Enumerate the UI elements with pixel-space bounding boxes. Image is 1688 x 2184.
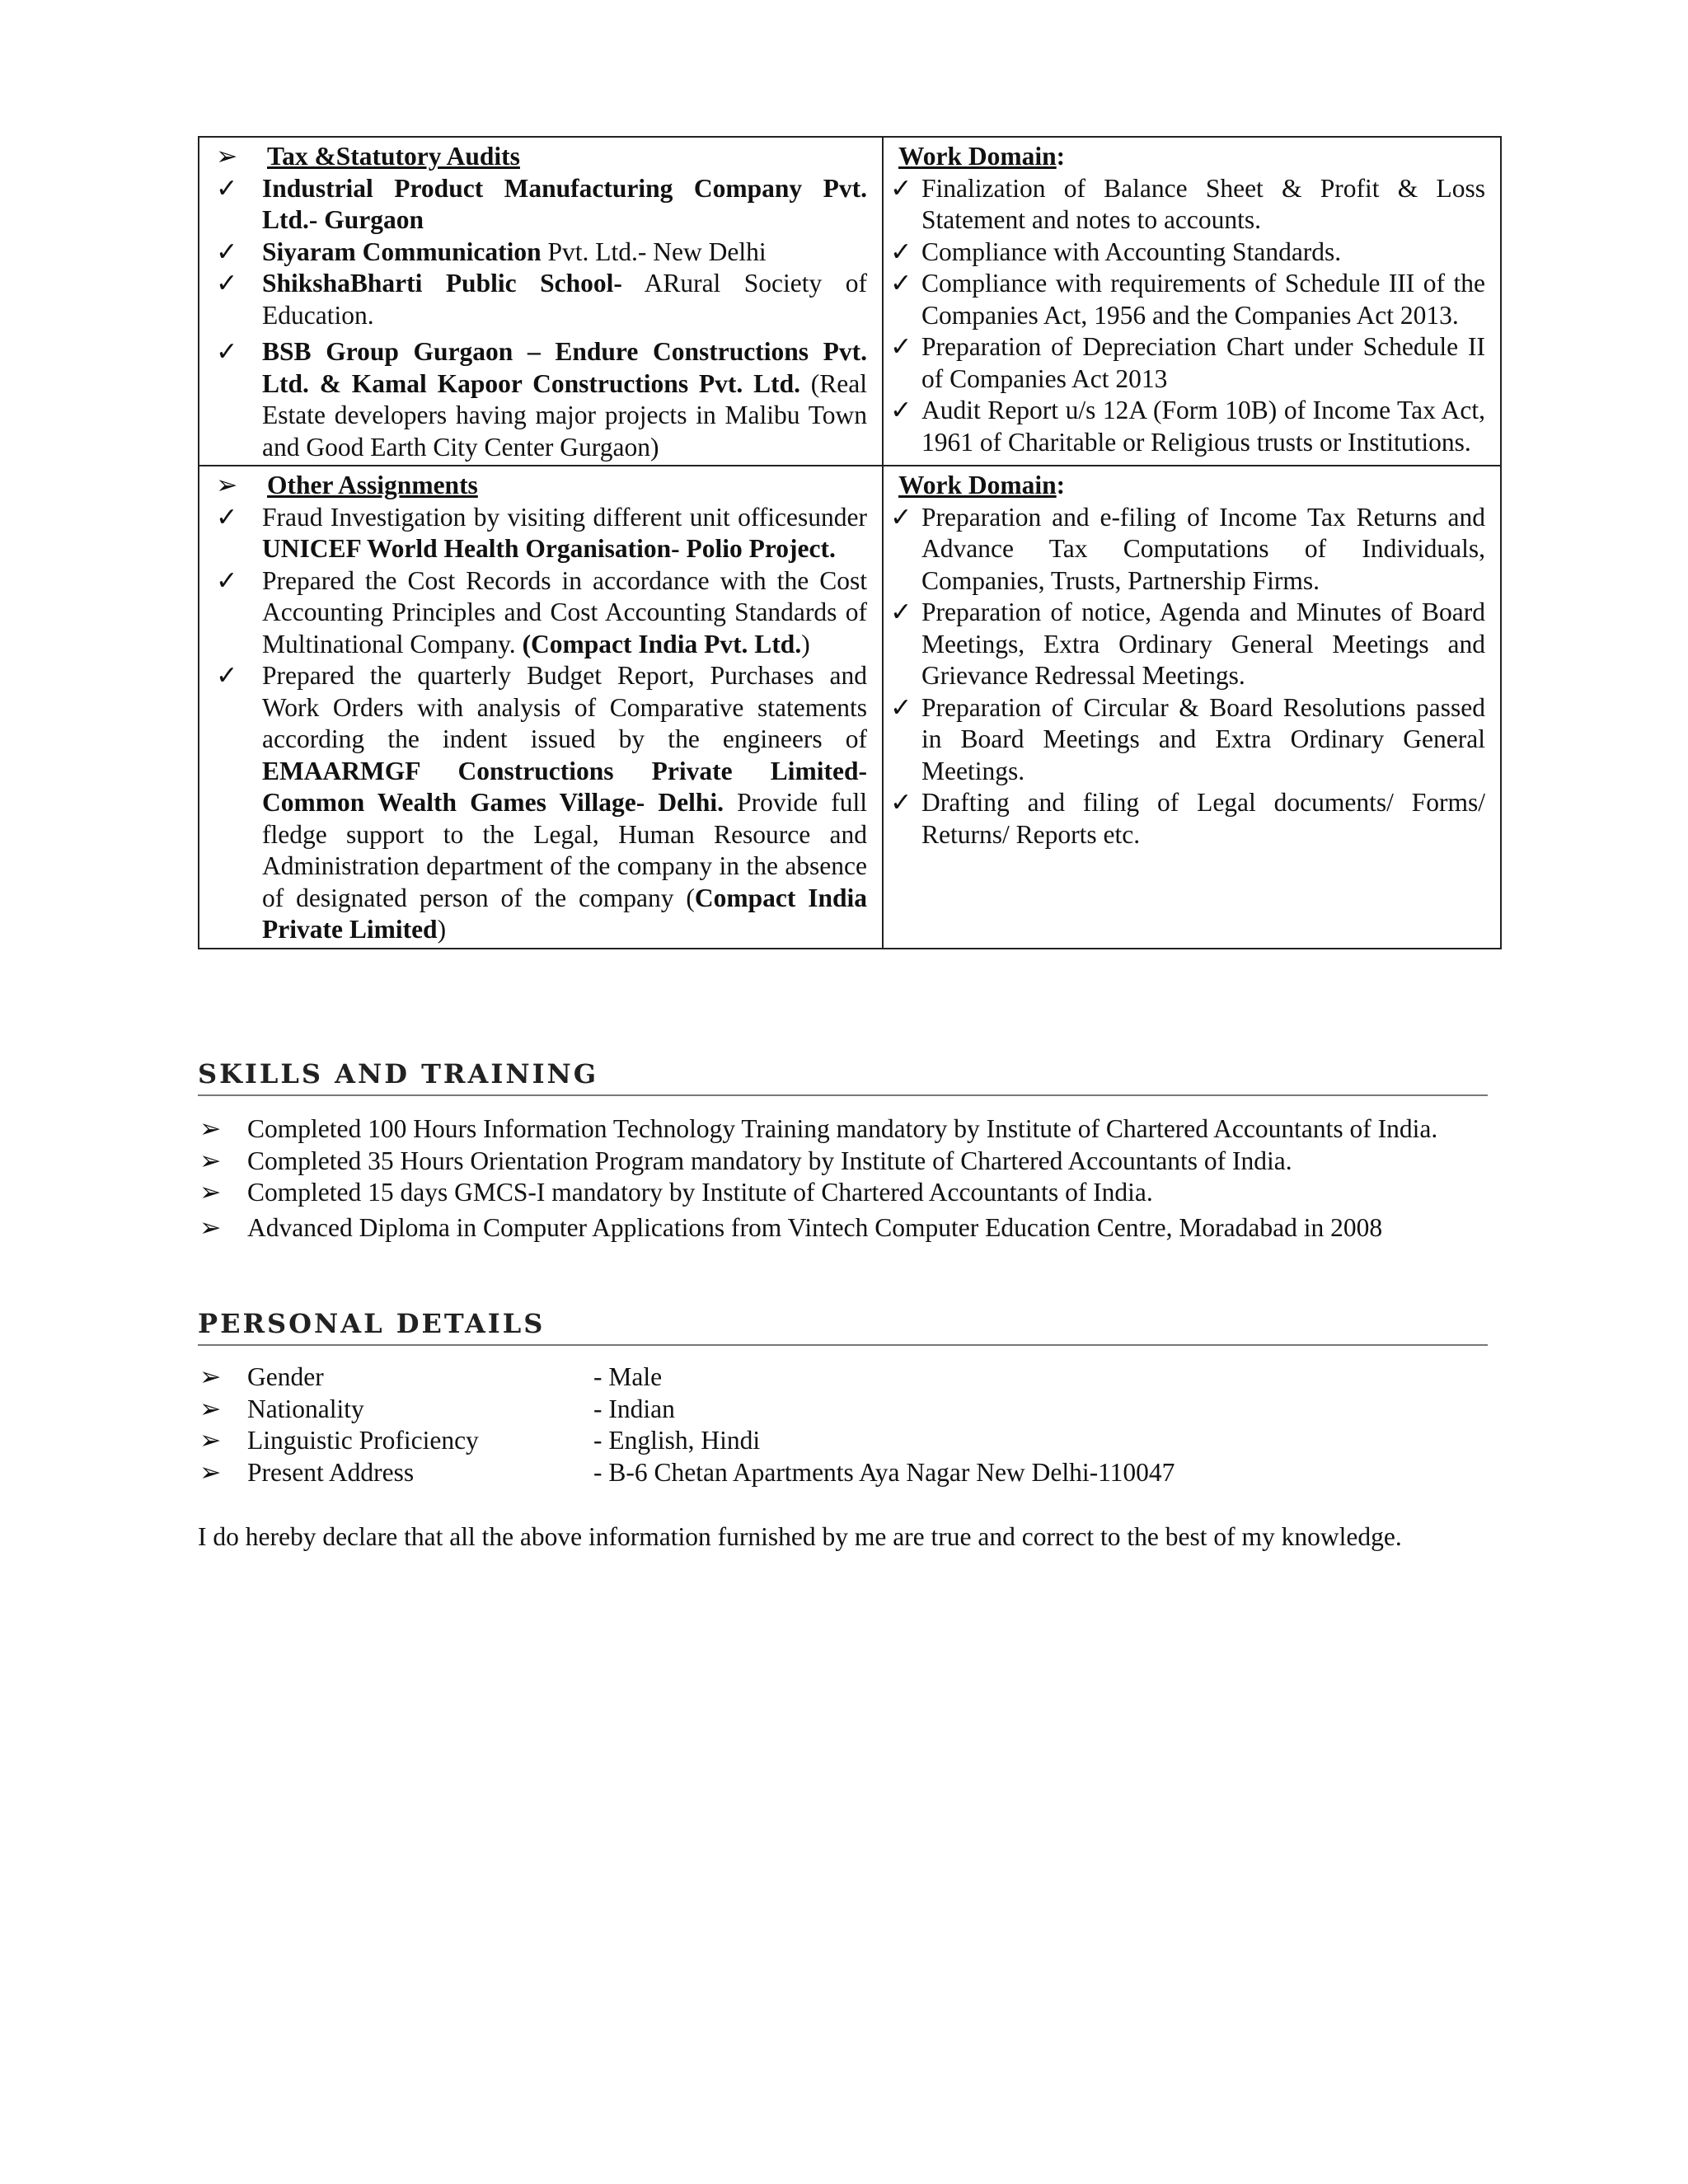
list-item: ✓ Audit Report u/s 12A (Form 10B) of Income Tax Act, 1961 of Charitable or Religious trusts or Institutions. [890, 396, 1485, 457]
list-item: ➢ Advanced Diploma in Computer Applications from Vintech Computer Education Centre, Moradabad in 2008 [198, 1212, 1484, 1244]
client-name: Siyaram Communication [262, 237, 542, 266]
arrow-bullet-icon: ➢ [199, 1114, 222, 1143]
personal-row [198, 1457, 1484, 1489]
detail-label: Gender [247, 1362, 324, 1391]
personal-details-list [198, 1361, 1484, 1488]
check-icon: ✓ [890, 598, 912, 626]
list-item: ✓ Compliance with Accounting Standards. [890, 237, 1485, 269]
list-item: ✓ Preparation and e-filing of Income Tax Returns and Advance Tax Computations of Individuals, Companies, Trusts, Partnership Firms. [890, 502, 1485, 595]
check-icon: ✓ [216, 237, 238, 266]
list-item: ✓ Preparation of notice, Agenda and Minutes of Board Meetings, Extra Ordinary General Meetings and Grievance Redressal Meetings. [890, 598, 1485, 690]
list-item: ✓ Finalization of Balance Sheet & Profit & Loss Statement and notes to accounts. [890, 173, 1485, 234]
check-icon: ✓ [216, 337, 238, 366]
check-icon: ✓ [890, 502, 912, 532]
check-icon: ✓ [890, 269, 912, 298]
list-item: ➢ Completed 15 days GMCS-I mandatory by Institute of Chartered Accountants of India. [198, 1177, 1484, 1209]
detail-label: Linguistic Proficiency [247, 1426, 479, 1455]
arrow-bullet-icon: ➢ [199, 1394, 222, 1423]
arrow-bullet-icon: ➢ [199, 1178, 222, 1207]
detail-value: - B-6 Chetan Apartments Aya Nagar New Delhi-110047 [593, 1457, 1175, 1487]
check-icon: ✓ [890, 396, 912, 424]
list-item [211, 268, 867, 331]
client-detail: Pvt. Ltd.- New Delhi [541, 237, 767, 266]
check-icon: ✓ [216, 565, 238, 595]
arrow-bullet-icon: ➢ [216, 471, 238, 499]
arrow-bullet-icon: ➢ [199, 1426, 222, 1455]
audits-title: Tax &Statutory Audits [267, 142, 520, 171]
experience-table [198, 136, 1502, 949]
arrow-bullet-icon: ➢ [199, 1212, 222, 1242]
client-name: Industrial Product Manufacturing Company Pvt. Ltd.- Gurgaon [262, 173, 867, 234]
personal-heading: PERSONAL DETAILS [198, 1308, 1488, 1346]
skills-heading: SKILLS AND TRAINING [198, 1058, 1488, 1096]
detail-label: Nationality [247, 1394, 364, 1423]
work-domain-cell [883, 137, 1501, 466]
list-item: ✓ Preparation of Depreciation Chart under Schedule II of Companies Act 2013 [890, 332, 1485, 393]
personal-row [198, 1394, 1484, 1426]
check-icon: ✓ [216, 269, 238, 298]
list-item [211, 173, 867, 237]
personal-row [198, 1361, 1484, 1394]
audits-cell [199, 137, 883, 466]
client-detail: (Real Estate developers having major projects in Malibu Town and Good Earth City Center Gurgaon) [262, 368, 867, 462]
list-item [211, 336, 867, 463]
client-name: ShikshaBharti Public School- [262, 269, 622, 298]
check-icon: ✓ [890, 173, 912, 203]
assignments-cell [199, 466, 883, 949]
work-domain-title: Work Domain: [898, 471, 1066, 499]
table-row [199, 137, 1501, 466]
arrow-bullet-icon: ➢ [199, 1146, 222, 1175]
client-detail: ARural Society of Education. [262, 269, 867, 330]
list-item: ✓ Prepared the quarterly Budget Report, Purchases and Work Orders with analysis of Comparative statements according the indent issued by the engineers of EMAARMGF Constructions Private Limited- Common Wealth Games Village- Delhi. Provide full fledge support to the Legal, Human Resource and Administration department of the company in the absence of designated person of the company (Compact India Private Limited) [211, 660, 867, 946]
list-item: ✓ Compliance with requirements of Schedule III of the Companies Act, 1956 and the Companies Act 2013. [890, 269, 1485, 330]
personal-row [198, 1425, 1484, 1457]
skills-list [198, 1113, 1484, 1244]
detail-value: - Male [593, 1362, 663, 1391]
check-icon: ✓ [890, 332, 912, 361]
list-item: ✓ Prepared the Cost Records in accordance with the Cost Accounting Principles and Cost Accounting Standards of Multinational Company. (Compact India Pvt. Ltd.) [211, 565, 867, 661]
group-title [211, 470, 867, 502]
work-domain-cell [883, 466, 1501, 949]
table-row [199, 466, 1501, 949]
list-item: ➢ Completed 35 Hours Orientation Program mandatory by Institute of Chartered Accountants of India. [198, 1146, 1484, 1178]
client-name: BSB Group Gurgaon – Endure Constructions Pvt. Ltd. & Kamal Kapoor Constructions Pvt. Ltd. [262, 337, 867, 398]
list-item: ✓ Preparation of Circular & Board Resolutions passed in Board Meetings and Extra Ordinary General Meetings. [890, 692, 1485, 785]
work-domain-title: Work Domain: [898, 142, 1066, 171]
group-title [211, 141, 867, 173]
list-item [211, 237, 867, 269]
check-icon: ✓ [890, 788, 912, 817]
detail-value: - English, Hindi [593, 1426, 761, 1455]
list-item: ✓ Drafting and filing of Legal documents/ Forms/ Returns/ Reports etc. [890, 788, 1485, 849]
check-icon: ✓ [216, 173, 238, 203]
check-icon: ✓ [216, 661, 238, 690]
declaration-text: I do hereby declare that all the above information furnished by me are true and correct to the best of my knowledge. [198, 1522, 1402, 1551]
check-icon: ✓ [890, 692, 912, 722]
assignments-title: Other Assignments [267, 471, 478, 499]
detail-value: - Indian [593, 1394, 675, 1423]
list-item: ➢ Completed 100 Hours Information Technology Training mandatory by Institute of Chartered Accountants of India. [198, 1113, 1484, 1146]
detail-label: Present Address [247, 1457, 415, 1487]
list-item: ✓ Fraud Investigation by visiting different unit officesunder UNICEF World Health Organisation- Polio Project. [211, 502, 867, 565]
arrow-bullet-icon: ➢ [199, 1362, 222, 1391]
check-icon: ✓ [216, 502, 238, 532]
arrow-bullet-icon: ➢ [199, 1457, 222, 1487]
check-icon: ✓ [890, 237, 912, 266]
arrow-bullet-icon: ➢ [216, 142, 238, 171]
